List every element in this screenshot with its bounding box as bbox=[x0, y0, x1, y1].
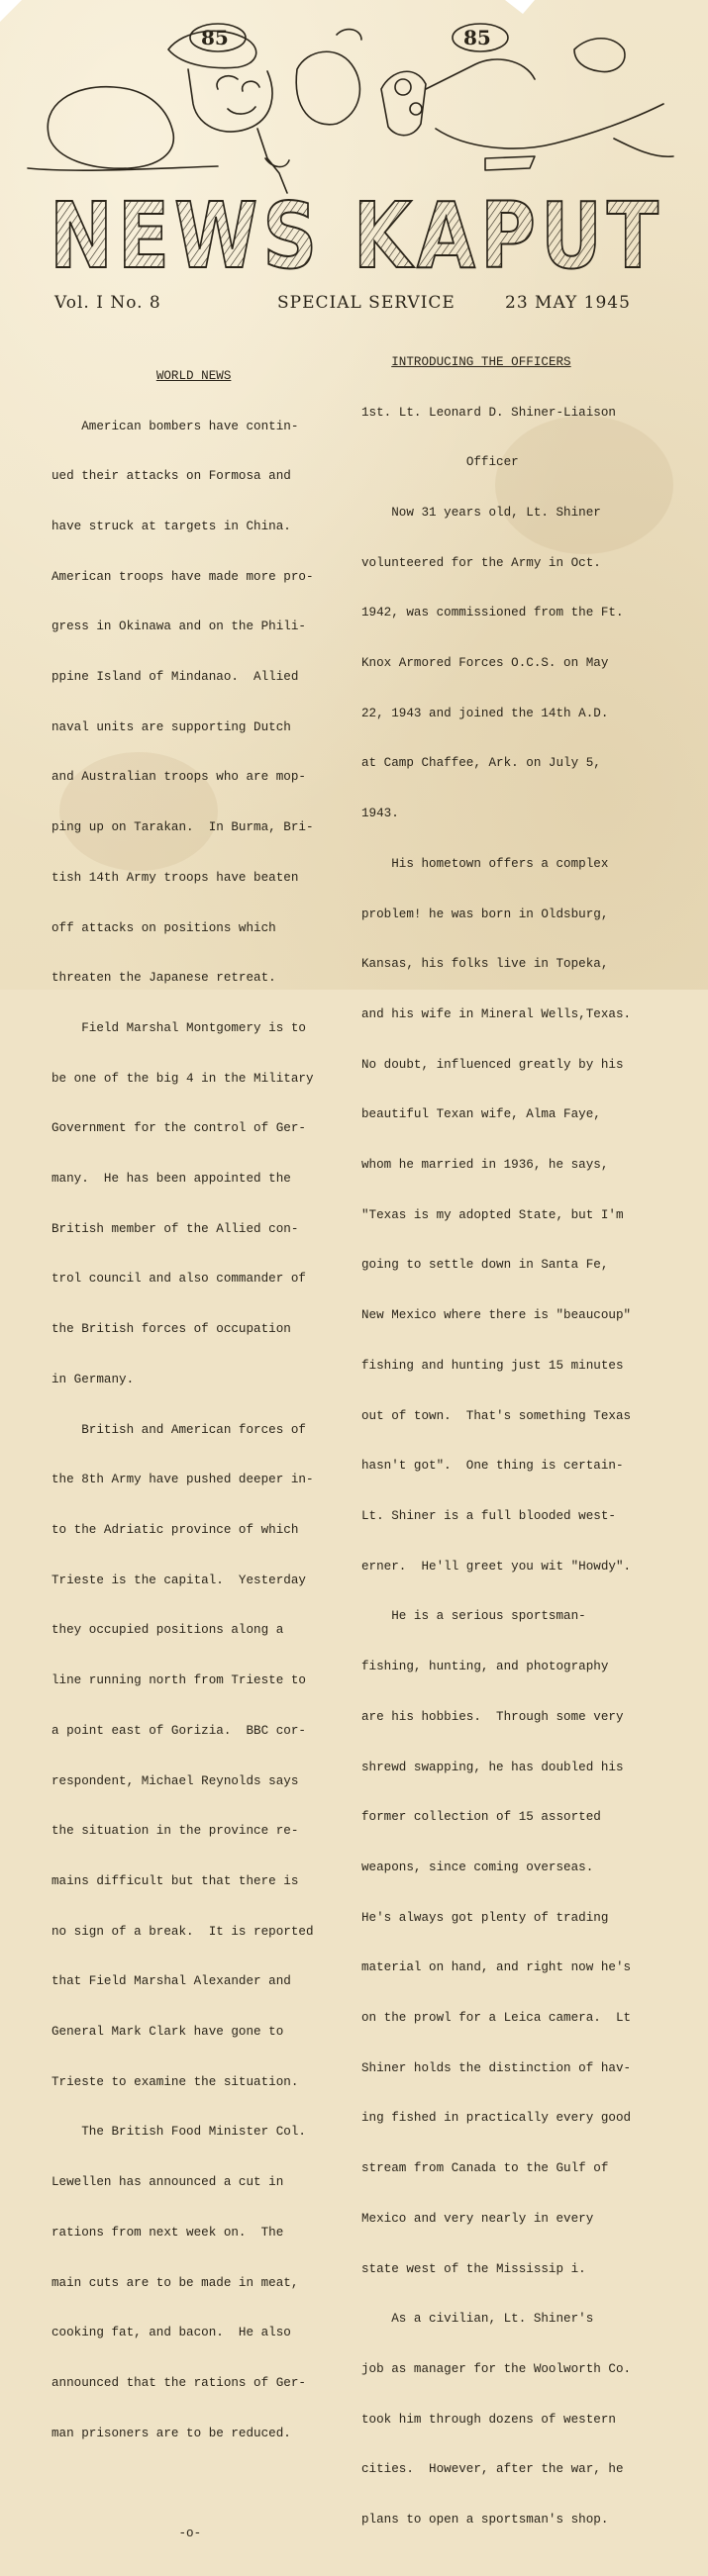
article-line: Knox Armored Forces O.C.S. on May bbox=[361, 656, 609, 671]
officer-role-text: Officer bbox=[465, 455, 519, 470]
article-line: man prisoners are to be reduced. bbox=[51, 2426, 291, 2440]
article-line: trol council and also commander of bbox=[51, 1272, 306, 1287]
article-line: tish 14th Army troops have beaten bbox=[51, 870, 299, 885]
section-heading bbox=[51, 368, 368, 385]
torn-corner bbox=[0, 0, 22, 22]
article-line: 1942, was commissioned from the Ft. bbox=[361, 606, 624, 620]
article-line: out of town. That's something Texas bbox=[361, 1408, 632, 1423]
article-line: British member of the Allied con- bbox=[51, 1221, 299, 1236]
article-line: and Australian troops who are mop- bbox=[51, 770, 306, 785]
article-line: shrewd swapping, he has doubled his bbox=[361, 1760, 624, 1774]
article-line: Trieste to examine the situation. bbox=[51, 2074, 299, 2089]
issue-line bbox=[54, 289, 668, 319]
article-line: ing fished in practically every good bbox=[361, 2111, 632, 2126]
article-line: Now 31 years old, Lt. Shiner bbox=[361, 505, 601, 520]
article-line: weapons, since coming overseas. bbox=[361, 1860, 594, 1874]
article-line: ppine Island of Mindanao. Allied bbox=[51, 670, 299, 685]
article-line: Trieste is the capital. Yesterday bbox=[51, 1573, 306, 1587]
article-line: British and American forces of bbox=[51, 1422, 306, 1437]
article-line: respondent, Michael Reynolds says bbox=[51, 1773, 299, 1788]
article-line: going to settle down in Santa Fe, bbox=[361, 1258, 609, 1273]
world-news-heading: WORLD NEWS bbox=[155, 368, 232, 383]
article-line: New Mexico where there is "beaucoup" bbox=[361, 1308, 632, 1323]
article-line: 1943. bbox=[361, 807, 399, 821]
article-line: American bombers have contin- bbox=[51, 419, 299, 433]
article-line: are his hobbies. Through some very bbox=[361, 1709, 624, 1724]
article-line: He is a serious sportsman- bbox=[361, 1609, 586, 1624]
article-line: His hometown offers a complex bbox=[361, 856, 609, 871]
article-line: volunteered for the Army in Oct. bbox=[361, 555, 601, 570]
article-line: Government for the control of Ger- bbox=[51, 1121, 306, 1136]
article-line bbox=[51, 2475, 368, 2492]
article-line: ping up on Tarakan. In Burma, Bri- bbox=[51, 820, 314, 835]
article-line: line running north from Trieste to bbox=[51, 1673, 306, 1688]
article-line: they occupied positions along a bbox=[51, 1623, 284, 1638]
article-line: state west of the Mississip i. bbox=[361, 2261, 586, 2276]
officer-role bbox=[361, 454, 693, 471]
article-line: "Texas is my adopted State, but I'm bbox=[361, 1207, 624, 1222]
article-line: problem! he was born in Oldsburg, bbox=[361, 906, 609, 921]
article-line: main cuts are to be made in meat, bbox=[51, 2275, 299, 2290]
article-line: the British forces of occupation bbox=[51, 1322, 291, 1337]
article-line: that Field Marshal Alexander and bbox=[51, 1974, 291, 1989]
article-line: beautiful Texan wife, Alma Faye, bbox=[361, 1107, 601, 1122]
article-line: and his wife in Mineral Wells,Texas. bbox=[361, 1006, 632, 1021]
section-divider: -o- bbox=[51, 2527, 202, 2541]
issue-date: 23 MAY 1945 bbox=[505, 293, 631, 313]
article-line: Mexico and very nearly in every bbox=[361, 2211, 594, 2226]
article-line: As a civilian, Lt. Shiner's bbox=[361, 2312, 594, 2327]
article-line: No doubt, influenced greatly by his bbox=[361, 1057, 624, 1072]
masthead-title-art bbox=[40, 183, 673, 289]
article-line: gress in Okinawa and on the Phili- bbox=[51, 620, 306, 634]
article-line: He's always got plenty of trading bbox=[361, 1910, 609, 1925]
article-line: fishing, hunting, and photography bbox=[361, 1660, 609, 1674]
article-line: naval units are supporting Dutch bbox=[51, 719, 291, 734]
article-line: at Camp Chaffee, Ark. on July 5, bbox=[361, 756, 601, 771]
article-line: the 8th Army have pushed deeper in- bbox=[51, 1473, 314, 1487]
article-line: on the prowl for a Leica camera. Lt bbox=[361, 2011, 632, 2026]
article-line: erner. He'll greet you wit "Howdy". bbox=[361, 1559, 632, 1574]
officers-column bbox=[361, 321, 693, 2562]
article-line: many. He has been appointed the bbox=[51, 1172, 291, 1187]
article-line: mains difficult but that there is bbox=[51, 1873, 299, 1888]
article-line: to the Adriatic province of which bbox=[51, 1522, 299, 1537]
article-line: be one of the big 4 in the Military bbox=[51, 1071, 314, 1086]
article-line: 22, 1943 and joined the 14th A.D. bbox=[361, 706, 609, 720]
article-line: Lt. Shiner is a full blooded west- bbox=[361, 1508, 616, 1523]
article-line: have struck at targets in China. bbox=[51, 519, 291, 533]
article-line: Shiner holds the distinction of hav- bbox=[361, 2060, 632, 2075]
article-line: rations from next week on. The bbox=[51, 2225, 284, 2240]
article-line: stream from Canada to the Gulf of bbox=[361, 2161, 609, 2176]
article-line: cooking fat, and bacon. He also bbox=[51, 2326, 291, 2340]
article-line: Field Marshal Montgomery is to bbox=[51, 1020, 306, 1035]
article-line: in Germany. bbox=[51, 1372, 135, 1386]
article-line: material on hand, and right now he's bbox=[361, 1960, 632, 1975]
article-line: American troops have made more pro- bbox=[51, 569, 314, 584]
article-line: announced that the rations of Ger- bbox=[51, 2375, 306, 2390]
officer-name: 1st. Lt. Leonard D. Shiner-Liaison bbox=[361, 405, 616, 420]
article-line: cities. However, after the war, he bbox=[361, 2462, 624, 2477]
article-line: hasn't got". One thing is certain- bbox=[361, 1459, 624, 1474]
article-line: former collection of 15 assorted bbox=[361, 1810, 601, 1825]
article-line: no sign of a break. It is reported bbox=[51, 1924, 314, 1939]
cartoon-number: 85 bbox=[201, 26, 229, 49]
article-line: whom he married in 1936, he says, bbox=[361, 1158, 609, 1173]
article-line: General Mark Clark have gone to bbox=[51, 2025, 284, 2040]
article-line: threaten the Japanese retreat. bbox=[51, 971, 276, 986]
section-heading bbox=[361, 354, 693, 371]
article-line: fishing and hunting just 15 minutes bbox=[361, 1358, 624, 1373]
article-line: the situation in the province re- bbox=[51, 1824, 299, 1839]
masthead-title-text: NEWS KAPUT bbox=[50, 183, 663, 289]
article-line: job as manager for the Woolworth Co. bbox=[361, 2361, 632, 2376]
article-line: Kansas, his folks live in Topeka, bbox=[361, 957, 609, 972]
article-line: The British Food Minister Col. bbox=[51, 2125, 306, 2140]
article-line: Lewellen has announced a cut in bbox=[51, 2175, 284, 2190]
volume-number: Vol. I No. 8 bbox=[54, 293, 161, 313]
cartoon-number: 85 bbox=[463, 26, 491, 49]
officers-heading: INTRODUCING THE OFFICERS bbox=[391, 354, 571, 369]
world-news-column bbox=[51, 334, 368, 2576]
article-line: ued their attacks on Formosa and bbox=[51, 469, 291, 484]
article-line: took him through dozens of western bbox=[361, 2412, 616, 2427]
department-name: SPECIAL SERVICE bbox=[277, 293, 455, 313]
article-line: plans to open a sportsman's shop. bbox=[361, 2513, 609, 2528]
article-line: a point east of Gorizia. BBC cor- bbox=[51, 1723, 306, 1738]
article-line: off attacks on positions which bbox=[51, 920, 276, 935]
